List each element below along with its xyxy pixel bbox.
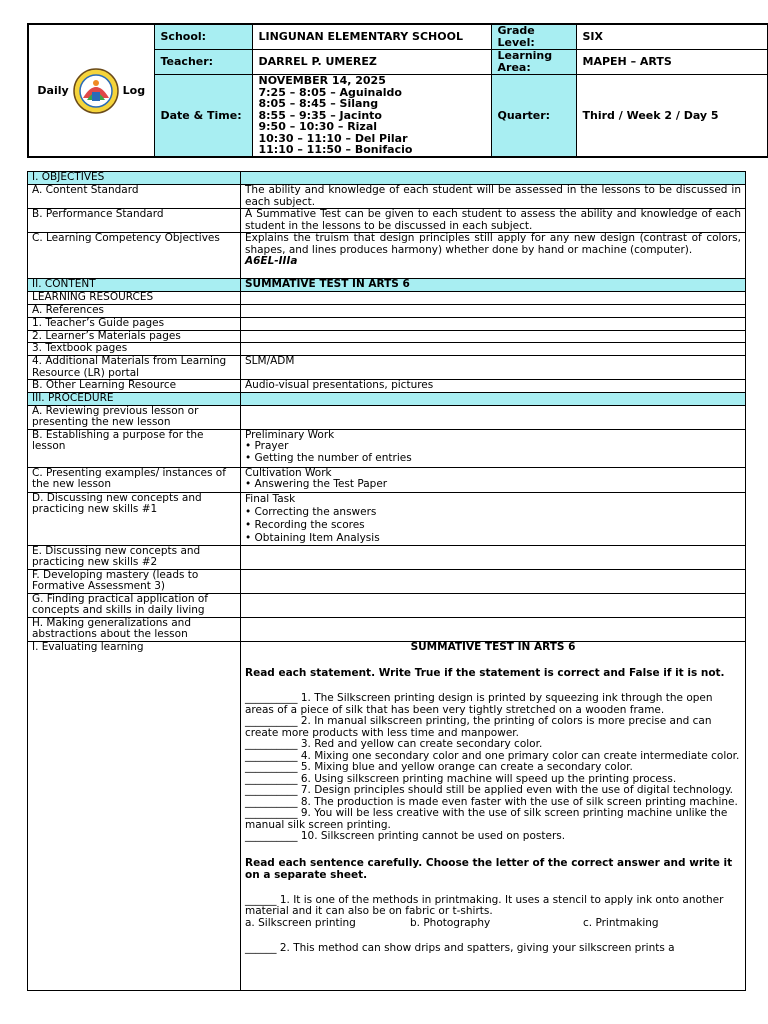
other-resource-value: Audio-visual presentations, pictures: [241, 380, 746, 393]
generalization-label: H. Making generalizations and abstractions about the lesson: [28, 617, 241, 641]
teacher-value: DARREL P. UMEREZ: [252, 49, 491, 74]
content-value: SUMMATIVE TEST IN ARTS 6: [241, 279, 746, 292]
presenting-line-0: Cultivation Work: [245, 466, 332, 479]
mc-choice-b: b. Photography: [410, 916, 491, 929]
tf-item-7: __________ 7. Design principles should still be applied even with the use of digital technology.: [245, 784, 734, 796]
teacher-label: Teacher:: [154, 49, 252, 74]
objectives-heading: I. OBJECTIVES: [28, 172, 241, 185]
purpose-value: [241, 429, 746, 467]
additional-materials-label: 4. Additional Materials from Learning Resource (LR) portal: [28, 356, 241, 380]
reviewing-label: A. Reviewing previous lesson or presenting the new lesson: [28, 405, 241, 429]
schedule-0: 7:25 – 8:05 – Aguinaldo: [258, 85, 402, 99]
lm-label: 2. Learner’s Materials pages: [28, 330, 241, 343]
tf-item-1: __________ 1. The Silkscreen printing design is printed by squeezing ink through the open areas of a piece of silk that has been very tightly stretched on a wooden frame.: [245, 692, 713, 716]
evaluation-instruction-1: Read each statement. Write True if the statement is correct and False if it is not.: [245, 667, 725, 679]
quarter-label: Quarter:: [491, 74, 576, 157]
schedule-4: 10:30 – 11:10 – Del Pilar: [258, 131, 408, 145]
mc-choice-a: a. Silkscreen printing: [245, 916, 356, 929]
tf-item-10: __________ 10. Silkscreen printing cannot be used on posters.: [245, 830, 566, 842]
content-heading: II. CONTENT: [28, 279, 241, 292]
procedure-heading: III. PROCEDURE: [28, 393, 241, 406]
additional-materials-value: SLM/ADM: [241, 356, 746, 380]
application-label: G. Finding practical application of concepts and skills in daily living: [28, 593, 241, 617]
tf-item-9: __________ 9. You will be less creative with the use of silk screen printing machine unlike the manual silk screen printing.: [245, 807, 728, 831]
log-text: Log: [122, 83, 146, 97]
resources-label: LEARNING RESOURCES: [28, 292, 241, 305]
tf-item-3: __________ 3. Red and yellow can create secondary color.: [245, 738, 543, 750]
discussing-line-2: • Recording the scores: [245, 518, 365, 531]
area-value: MAPEH – ARTS: [576, 49, 768, 74]
daily-log-cell: [28, 24, 154, 157]
competency-code: A6EL-IIIa: [245, 255, 298, 267]
competency-cell: [241, 233, 746, 279]
multiple-choice-list: [245, 895, 741, 955]
deped-logo-icon: [73, 68, 119, 114]
header-table: [27, 23, 768, 158]
performance-standard-value: A Summative Test can be given to each student to assess the ability and knowledge of each student in the lessons to be discussed in each subject.: [241, 209, 746, 233]
evaluating-label: I. Evaluating learning: [28, 641, 241, 991]
discussing-2-label: E. Discussing new concepts and practicing new skills #2: [28, 545, 241, 569]
tf-item-5: __________ 5. Mixing blue and yellow orange can create a secondary color.: [245, 761, 633, 773]
mc-choice-c: c. Printmaking: [583, 916, 659, 929]
discussing-1-label: D. Discussing new concepts and practicing new skills #1: [28, 492, 241, 545]
mastery-label: F. Developing mastery (leads to Formative Assessment 3): [28, 569, 241, 593]
content-standard-label: A. Content Standard: [28, 185, 241, 209]
area-label: Learning Area:: [491, 49, 576, 74]
evaluation-title: SUMMATIVE TEST IN ARTS 6: [410, 640, 576, 653]
datetime-label: Date & Time:: [154, 74, 252, 157]
evaluation-cell: [241, 641, 746, 991]
mc-item-1: ______ 1. It is one of the methods in printmaking. It uses a stencil to apply ink onto another material and it can also be on fabric or t-shirts.: [245, 893, 724, 917]
references-label: A. References: [28, 304, 241, 317]
other-resource-label: B. Other Learning Resource: [28, 380, 241, 393]
school-value: LINGUNAN ELEMENTARY SCHOOL: [252, 24, 491, 49]
schedule-1: 8:05 – 8:45 – Silang: [258, 97, 379, 110]
purpose-line-1: • Prayer: [245, 440, 289, 452]
date-value: NOVEMBER 14, 2025: [258, 74, 386, 87]
schedule-3: 9:50 – 10:30 – Rizal: [258, 120, 378, 133]
presenting-line-1: • Answering the Test Paper: [245, 478, 388, 490]
presenting-label: C. Presenting examples/ instances of the new lesson: [28, 467, 241, 492]
true-false-list: [245, 693, 741, 843]
grade-label: Grade Level:: [491, 24, 576, 49]
tf-item-4: __________ 4. Mixing one secondary color and one primary color can create intermediate color.: [245, 749, 740, 762]
competency-label: C. Learning Competency Objectives: [28, 233, 241, 279]
content-standard-value: The ability and knowledge of each student will be assessed in the lessons to be discussed in each subject.: [241, 185, 746, 209]
presenting-value: [241, 467, 746, 492]
schedule-5: 11:10 – 11:50 – Bonifacio: [258, 143, 413, 156]
tf-item-6: __________ 6. Using silkscreen printing machine will speed up the printing process.: [245, 772, 677, 785]
purpose-line-0: Preliminary Work: [245, 428, 335, 441]
school-label: School:: [154, 24, 252, 49]
tf-item-2: __________ 2. In manual silkscreen printing, the printing of colors is more precise and can create more products with less time and manpower.: [245, 715, 712, 739]
purpose-label: B. Establishing a purpose for the lesson: [28, 429, 241, 467]
purpose-line-2: • Getting the number of entries: [245, 451, 412, 464]
mc-item-1-choices: [245, 918, 741, 930]
evaluation-instruction-2: Read each sentence carefully. Choose the letter of the correct answer and write it on a separate sheet.: [245, 856, 733, 881]
tf-item-8: __________ 8. The production is made even faster with the use of silk screen printing machine.: [245, 795, 738, 808]
schedule-2: 8:55 – 9:35 – Jacinto: [258, 108, 382, 122]
discussing-1-value: [241, 492, 746, 545]
discussing-line-0: Final Task: [245, 492, 296, 505]
mc-item-2: ______ 2. This method can show drips and spatters, giving your silkscreen prints a: [245, 942, 675, 954]
quarter-value: Third / Week 2 / Day 5: [576, 74, 768, 157]
discussing-line-3: • Obtaining Item Analysis: [245, 531, 380, 544]
performance-standard-label: B. Performance Standard: [28, 209, 241, 233]
discussing-line-1: • Correcting the answers: [245, 505, 377, 518]
lesson-plan-table: [27, 171, 746, 991]
tb-label: 3. Textbook pages: [28, 343, 241, 356]
competency-value: Explains the truism that design principles still apply for any new design (contrast of colors, shapes, and lines produces harmony) whether done by hand or machine (computer).: [245, 232, 741, 256]
datetime-value: [252, 74, 491, 157]
tg-label: 1. Teacher’s Guide pages: [28, 317, 241, 330]
daily-text: Daily: [37, 83, 69, 97]
grade-value: SIX: [576, 24, 768, 49]
